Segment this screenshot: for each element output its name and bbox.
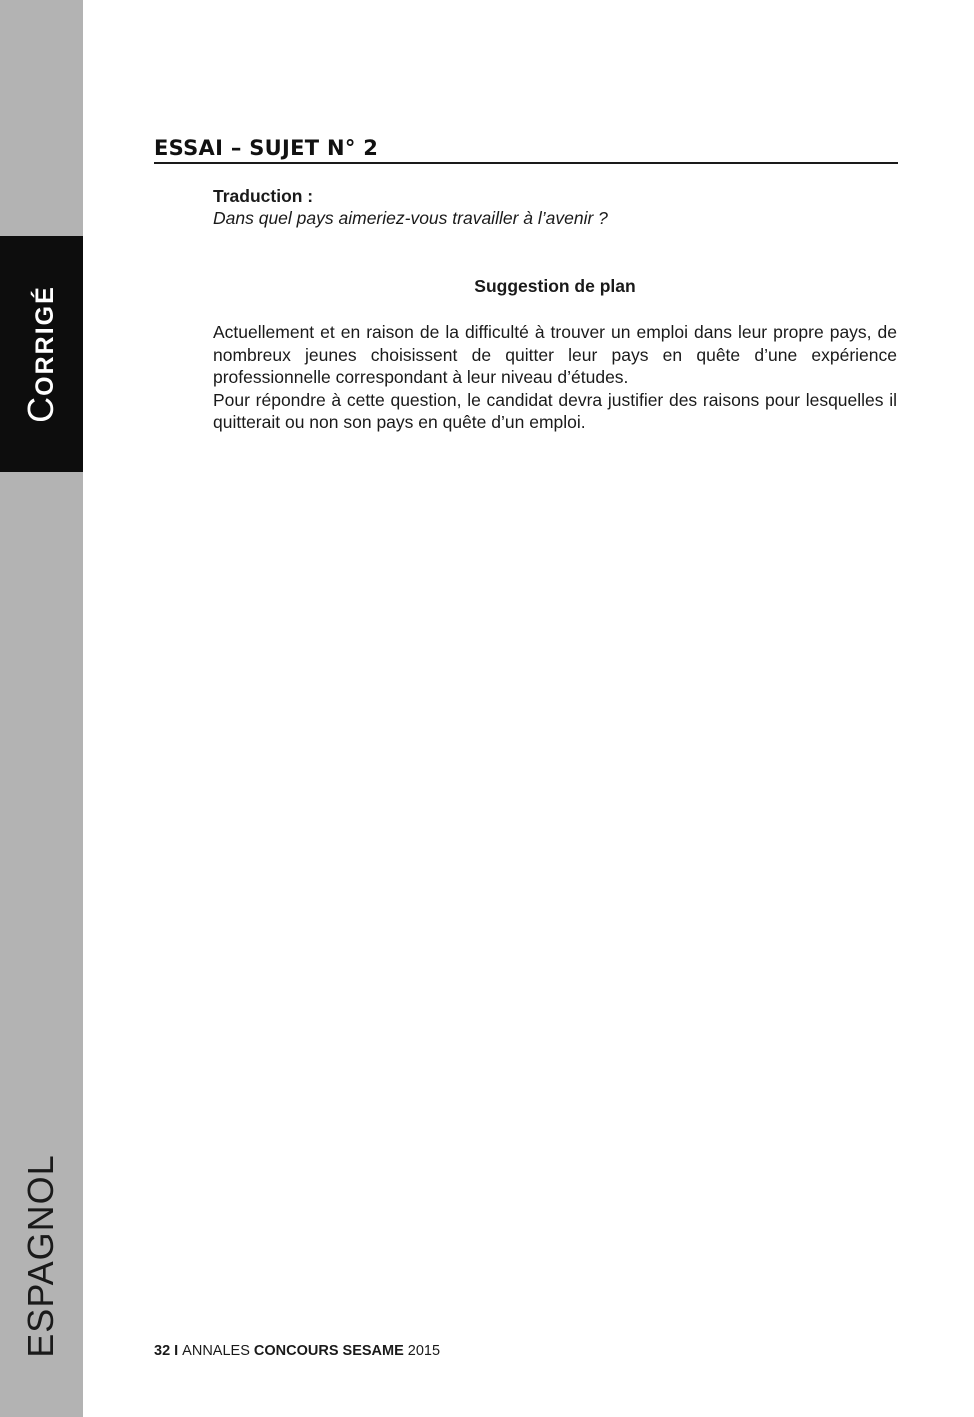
translation-text: Dans quel pays aimeriez-vous travailler à l’avenir ? — [213, 208, 608, 228]
section-title: ESSAI – SUJET N° 2 — [154, 136, 898, 164]
plan-paragraph: Actuellement et en raison de la difficulté à trouver un emploi dans leur propre pays, de nombreux jeunes choisissent de quitter leur pays en quête d’une expérience professionnelle correspondant à leur niveau d’études. — [213, 322, 897, 387]
plan-body — [213, 321, 897, 434]
sidebar-corrige-label — [20, 285, 62, 423]
page-footer — [154, 1343, 440, 1359]
footer-separator: I — [174, 1343, 179, 1359]
corrige-initial: C — [20, 395, 61, 423]
footer-brand: CONCOURS SESAME — [253, 1343, 404, 1359]
footer-year: 2015 — [407, 1343, 441, 1359]
plan-paragraph: Pour répondre à cette question, le candidat devra justifier des raisons pour lesquelles il quitterait ou non son pays en quête d’un emploi. — [213, 389, 897, 432]
plan-heading: Suggestion de plan — [474, 276, 636, 296]
corrige-rest: ORRIGÉ — [31, 285, 59, 396]
sidebar-subject-label: ESPAGNOL — [20, 1154, 61, 1358]
translation-label: Traduction : — [213, 186, 314, 206]
footer-publication: ANNALES — [182, 1343, 250, 1359]
page-number: 32 — [154, 1343, 171, 1359]
